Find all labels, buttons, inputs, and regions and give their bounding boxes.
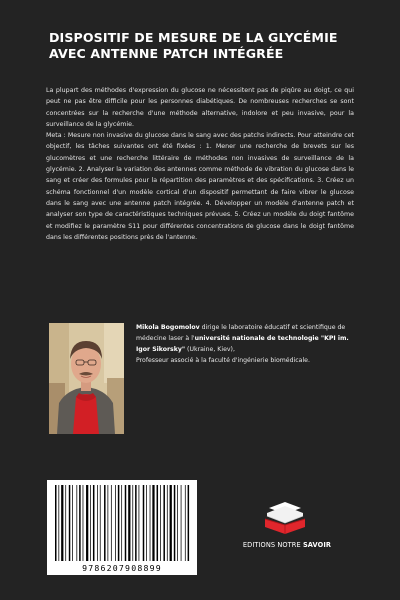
description-paragraph-1: La plupart des méthodes d'expression du glucose ne nécessitent pas de piqûre au doigt, ce qui peut ne pas être difficile pour les personnes diabétiques. De nombreuses recherches se sont concentrées sur la recherche d'une méthode alternative, indolore et peu invasive, pour la surveillance de la glycémie. bbox=[46, 87, 354, 128]
author-portrait-image bbox=[49, 323, 124, 434]
isbn-number: 9786207908899 bbox=[82, 563, 162, 573]
author-bio bbox=[136, 322, 354, 366]
author-name: Mikola Bogomolov bbox=[136, 324, 200, 331]
author-university: université nationale de technologie "KPI im. Igor Sikorsky" bbox=[136, 335, 349, 353]
isbn-barcode bbox=[47, 480, 197, 575]
publisher-logo bbox=[255, 500, 315, 536]
author-bio-text-b: (Ukraine, Kiev), bbox=[185, 346, 235, 353]
book-title-line-1: DISPOSITIF DE MESURE DE LA GLYCÉMIE bbox=[49, 30, 338, 45]
author-photo bbox=[49, 323, 124, 434]
book-stack-logo-icon bbox=[255, 500, 315, 536]
book-title-line-2: AVEC ANTENNE PATCH INTÉGRÉE bbox=[49, 46, 284, 61]
book-description bbox=[46, 85, 354, 243]
barcode-image bbox=[47, 480, 197, 575]
author-bio-text-a: dirige le laboratoire éducatif et scientifique de médecine laser à l' bbox=[136, 324, 346, 342]
publisher-name-bold: SAVOIR bbox=[302, 541, 332, 549]
author-role: Professeur associé à la faculté d'ingénierie biomédicale. bbox=[136, 357, 310, 364]
description-paragraph-2: Meta : Mesure non invasive du glucose dans le sang avec des patchs indirects. Pour atteindre cet objectif, les tâches suivantes ont été fixées : 1. Mener une recherche de brevets sur les glucomètres et une recherche littéraire de méthodes non invasives de surveillance de la glycémie. 2. Analyser la variation des antennes comme méthode de vibration du glucose dans le sang et créer des formules pour la répartition des paramètres et des spécifications. 3. Créez un schéma fonctionnel d'un modèle cortical d'un dispositif permettant de faire vibrer le glucose dans le sang avec une antenne patch intégrée. 4. Développer un modèle d'antenne patch et analyser son type de caractéristiques techniques prévues. 5. Créez un modèle du doigt fantôme et modifiez le paramètre S11 pour différentes concentrations de glucose dans le doigt fantôme dans les différentes positions près de l'antenne. bbox=[46, 132, 354, 241]
book-title bbox=[49, 30, 369, 62]
publisher-name bbox=[228, 541, 346, 549]
publisher-name-prefix: EDITIONS NOTRE bbox=[242, 541, 303, 549]
